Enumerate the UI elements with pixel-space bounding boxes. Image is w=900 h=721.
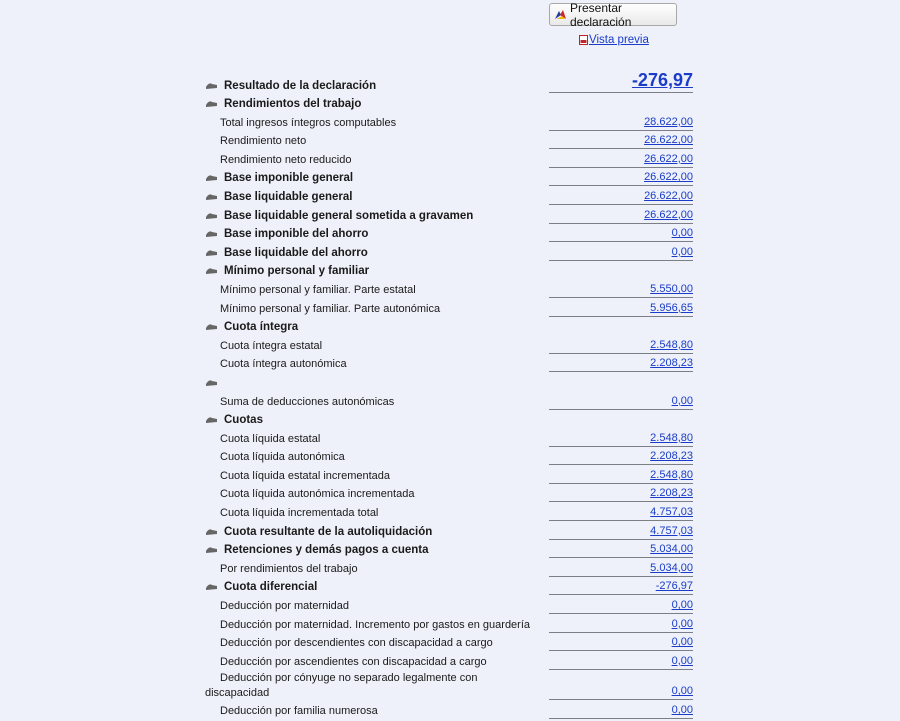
collapse-icon[interactable] (206, 82, 217, 90)
row-label: Base imponible general (224, 172, 354, 185)
collapse-icon[interactable] (206, 100, 217, 108)
section-row (205, 207, 695, 226)
row-value-link[interactable]: 0,00 (549, 246, 693, 261)
declaration-summary (205, 70, 695, 721)
row-label: Cuota líquida estatal incrementada (220, 469, 390, 482)
present-declaration-label: Presentar declaración (570, 0, 632, 29)
row-label: Retenciones y demás pagos a cuenta (224, 544, 429, 557)
row-label: Cuota líquida incrementada total (220, 507, 379, 520)
row-label: Mínimo personal y familiar. Parte estatal (220, 283, 416, 296)
detail-row (205, 430, 695, 449)
detail-row (205, 485, 695, 504)
row-label: Rendimiento neto (220, 135, 307, 148)
section-row (205, 244, 695, 263)
row-value-link[interactable]: -276,97 (549, 580, 693, 595)
detail-row (205, 300, 695, 319)
collapse-icon[interactable] (206, 212, 217, 220)
row-label: Total ingresos íntegros computables (220, 116, 397, 129)
row-value-link[interactable]: 0,00 (549, 655, 693, 670)
collapse-icon[interactable] (206, 416, 217, 424)
row-label: Deducción por familia numerosa (220, 705, 378, 718)
present-declaration-icon (554, 9, 567, 20)
collapse-icon[interactable] (206, 379, 217, 387)
row-value-link[interactable]: 2.208,23 (549, 487, 693, 502)
detail-row (205, 337, 695, 356)
detail-row (205, 616, 695, 635)
row-label: Rendimiento neto reducido (220, 153, 352, 166)
result-row (205, 70, 695, 95)
row-value-link[interactable]: 26.622,00 (549, 209, 693, 224)
collapse-icon[interactable] (206, 528, 217, 536)
row-value-link[interactable]: 26.622,00 (549, 134, 693, 149)
row-value-link[interactable]: 0,00 (549, 618, 693, 633)
row-label: Base liquidable general sometida a gravamen (224, 209, 474, 222)
section-row (205, 411, 695, 430)
row-value-link[interactable]: 0,00 (549, 636, 693, 651)
row-value-link[interactable]: 0,00 (549, 599, 693, 614)
row-label: Cuota diferencial (224, 581, 318, 594)
top-actions (549, 0, 679, 46)
detail-row (205, 702, 695, 721)
detail-row (205, 634, 695, 653)
row-value-link[interactable]: 5.550,00 (549, 283, 693, 298)
row-label: Cuotas (224, 414, 263, 427)
section-row (205, 541, 695, 560)
collapse-icon[interactable] (206, 193, 217, 201)
row-label: Rendimientos del trabajo (224, 98, 362, 110)
row-value-link[interactable]: 2.548,80 (549, 339, 693, 354)
detail-row (205, 393, 695, 412)
collapse-icon[interactable] (206, 174, 217, 182)
detail-row (205, 448, 695, 467)
collapse-icon[interactable] (206, 267, 217, 275)
detail-row (205, 671, 695, 702)
row-value-link[interactable]: 26.622,00 (549, 171, 693, 186)
row-label: Suma de deducciones autonómicas (220, 395, 395, 408)
row-label: Deducción por ascendientes con discapacidad a cargo (220, 655, 487, 668)
section-row (205, 374, 695, 393)
row-label: Cuota líquida autonómica incrementada (220, 488, 415, 501)
row-value-link[interactable]: 5.956,65 (549, 302, 693, 317)
row-label: Deducción por cónyuge no separado legalmente con discapacidad (205, 672, 478, 700)
detail-row (205, 132, 695, 151)
result-value[interactable]: -276,97 (549, 70, 693, 93)
collapse-icon[interactable] (206, 583, 217, 591)
row-label: Base liquidable general (224, 190, 353, 203)
detail-row (205, 560, 695, 579)
detail-row (205, 281, 695, 300)
result-label: Resultado de la declaración (224, 80, 377, 92)
row-label: Por rendimientos del trabajo (220, 562, 358, 575)
row-label: Cuota íntegra (224, 321, 299, 334)
row-value-link[interactable]: 26.622,00 (549, 153, 693, 168)
row-value-link[interactable]: 2.208,23 (549, 450, 693, 465)
collapse-icon[interactable] (206, 546, 217, 554)
section-row (205, 262, 695, 281)
row-label: Base imponible del ahorro (224, 228, 369, 241)
detail-row (205, 597, 695, 616)
row-label: Deducción por maternidad (220, 600, 350, 613)
row-value-link[interactable]: 26.622,00 (549, 190, 693, 205)
detail-row (205, 504, 695, 523)
detail-row (205, 467, 695, 486)
row-label: Deducción por descendientes con discapacidad a cargo (220, 637, 493, 650)
preview-link[interactable] (579, 34, 649, 46)
section-row (205, 188, 695, 207)
row-label: Mínimo personal y familiar. Parte autonómica (220, 302, 441, 315)
row-value-link[interactable]: 0,00 (549, 395, 693, 410)
collapse-icon[interactable] (206, 323, 217, 331)
pdf-icon (579, 35, 588, 45)
collapse-icon[interactable] (206, 230, 217, 238)
detail-row (205, 653, 695, 672)
row-value-link[interactable]: 0,00 (549, 227, 693, 242)
row-label: Cuota líquida autonómica (220, 451, 345, 464)
row-value-link[interactable]: 28.622,00 (549, 116, 693, 131)
row-label: Base liquidable del ahorro (224, 246, 368, 259)
row-value-link[interactable]: 0,00 (549, 685, 693, 700)
collapse-icon[interactable] (206, 249, 217, 257)
row-value-link[interactable]: 4.757,03 (549, 506, 693, 521)
row-value-link[interactable]: 4.757,03 (549, 525, 693, 540)
section-row (205, 225, 695, 244)
section-row (205, 169, 695, 188)
row-value-link[interactable]: 2.548,80 (549, 432, 693, 447)
row-label: Cuota íntegra autonómica (220, 358, 347, 371)
row-value-link[interactable]: 2.208,23 (549, 357, 693, 372)
row-label: Mínimo personal y familiar (224, 265, 370, 278)
row-label: Deducción por maternidad. Incremento por gastos en guardería (220, 618, 531, 631)
row-value-link[interactable]: 2.548,80 (549, 469, 693, 484)
row-label: Cuota íntegra estatal (220, 339, 323, 352)
row-label: Cuota resultante de la autoliquidación (224, 525, 433, 538)
detail-row (205, 151, 695, 170)
present-declaration-button[interactable] (549, 0, 677, 29)
row-label: Cuota líquida estatal (220, 432, 321, 445)
section-row (205, 523, 695, 542)
preview-label: Vista previa (589, 34, 649, 46)
row-value-link[interactable]: 5.034,00 (549, 562, 693, 577)
row-value-link[interactable]: 0,00 (549, 704, 693, 719)
section-row (205, 95, 695, 114)
detail-row (205, 355, 695, 374)
row-value-link[interactable]: 5.034,00 (549, 543, 693, 558)
section-row (205, 578, 695, 597)
section-row (205, 318, 695, 337)
detail-row (205, 114, 695, 133)
